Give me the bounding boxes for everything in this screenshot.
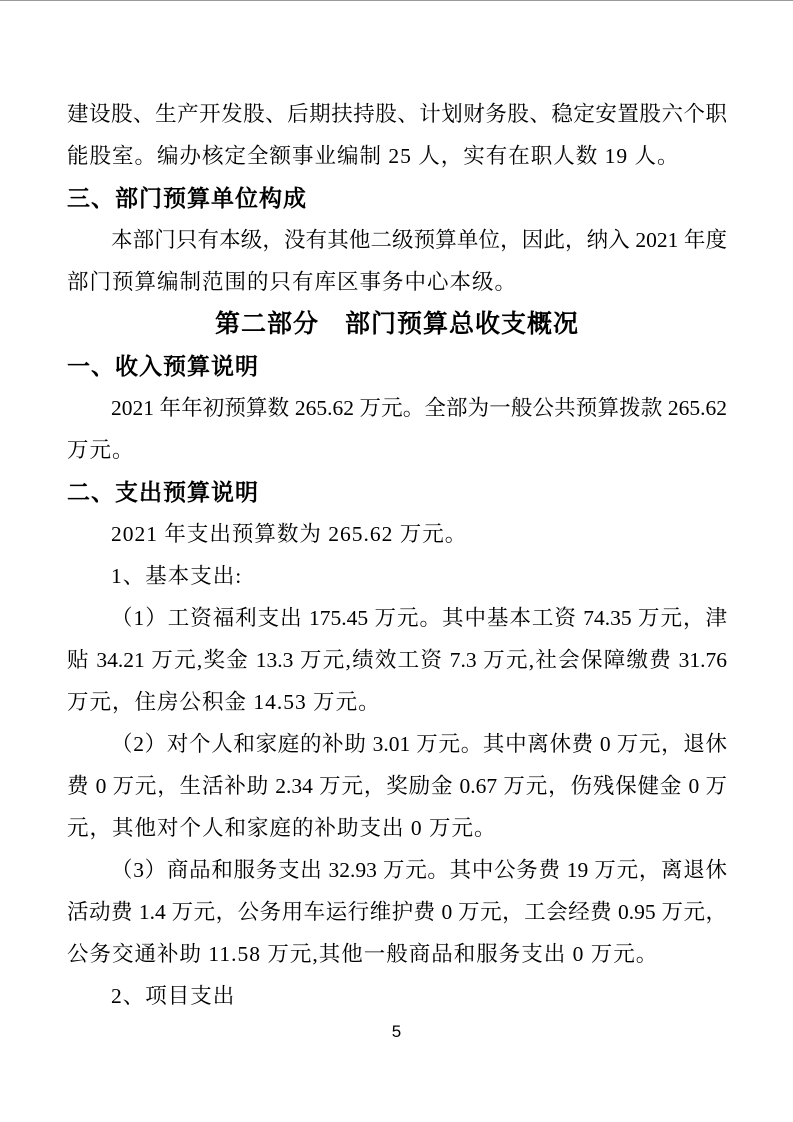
section-heading: 二、支出预算说明 [67,479,259,505]
document-content [67,93,727,1017]
list-paragraph-line: 1、基本支出: [111,564,243,588]
list-paragraph-line: 2、项目支出 [111,984,236,1008]
paragraph-line: 本部门只有本级，没有其他二级预算单位，因此，纳入 2021 年度 [111,228,727,252]
paragraph-line: （3）商品和服务支出 32.93 万元。其中公务费 19 万元，离退休 [111,858,727,882]
section-heading: 三、部门预算单位构成 [67,185,307,211]
paragraph-line: 万元，住房公积金 14.53 万元。 [67,690,381,714]
paragraph-line: 2021 年年初预算数 265.62 万元。全部为一般公共预算拨款 265.62 [111,396,727,420]
paragraph-line: 部门预算编制范围的只有库区事务中心本级。 [67,270,518,294]
paragraph-line: 贴 34.21 万元,奖金 13.3 万元,绩效工资 7.3 万元,社会保障缴费 31.76 [67,648,727,672]
chapter-heading: 第二部分 部门预算总收支概况 [214,310,579,338]
paragraph-line: （2）对个人和家庭的补助 3.01 万元。其中离休费 0 万元，退休 [111,732,727,756]
paragraph-line: 建设股、生产开发股、后期扶持股、计划财务股、稳定安置股六个职 [67,102,727,126]
paragraph-line: 2021 年支出预算数为 265.62 万元。 [111,522,468,546]
paragraph-line: 能股室。编办核定全额事业编制 25 人，实有在职人数 19 人。 [67,144,680,168]
page-number: 5 [391,1022,402,1041]
page-top-edge [0,0,793,1]
paragraph-line: 元，其他对个人和家庭的补助支出 0 万元。 [67,816,497,840]
paragraph-line: 公务交通补助 11.58 万元,其他一般商品和服务支出 0 万元。 [67,942,659,966]
paragraph-line: 活动费 1.4 万元，公务用车运行维护费 0 万元，工会经费 0.95 万元， [67,900,727,924]
paragraph-line: 费 0 万元，生活补助 2.34 万元，奖励金 0.67 万元，伤残保健金 0 万 [67,774,727,798]
paragraph-line: （1）工资福利支出 175.45 万元。其中基本工资 74.35 万元，津 [111,606,727,630]
paragraph-line: 万元。 [67,438,135,462]
section-heading: 一、收入预算说明 [67,353,259,379]
